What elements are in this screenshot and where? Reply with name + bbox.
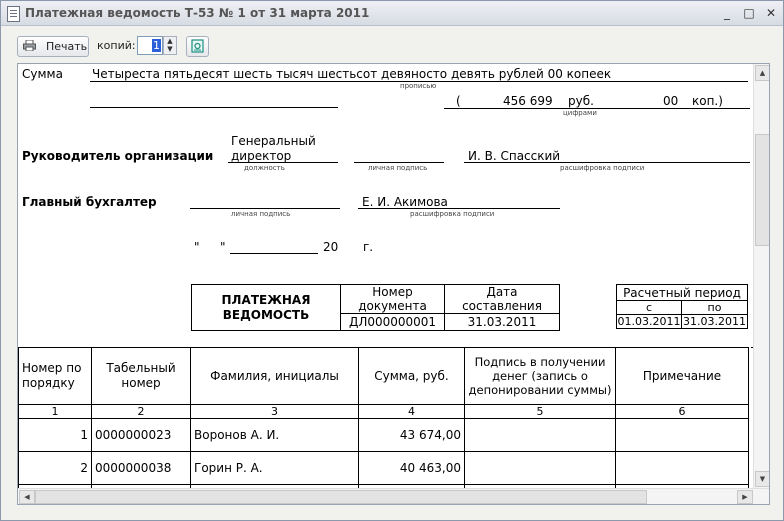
accountant-caption-signature: личная подпись <box>231 210 291 218</box>
print-button-label: Печать <box>46 40 88 53</box>
page-settings-icon <box>187 37 208 56</box>
page-settings-button[interactable] <box>186 36 209 57</box>
header-tab-number: Табельный номер <box>92 348 191 405</box>
doc-number-header <box>341 285 445 314</box>
print-button[interactable] <box>17 36 89 57</box>
header-row-number: Номер по порядку <box>19 348 92 405</box>
doc-title-line1: ПЛАТЕЖНАЯ <box>221 292 311 307</box>
row-name: Воронов А. И. <box>191 419 359 452</box>
row-number: 1 <box>19 419 92 452</box>
document-sheet <box>18 64 754 488</box>
head-name-line <box>464 162 750 163</box>
col-number-4: 4 <box>359 405 465 419</box>
scroll-left-icon[interactable]: ◀ <box>19 490 35 504</box>
caption-digits: цифрами <box>563 109 597 117</box>
doc-header-box <box>191 284 560 331</box>
doc-date-header-line1: Дата <box>486 285 518 299</box>
row-note <box>616 452 749 485</box>
accountant-caption-decode: расшифровка подписи <box>410 210 495 218</box>
sum-open-paren: ( <box>456 94 461 108</box>
date-quote-close: " <box>220 240 226 254</box>
period-box <box>616 284 748 329</box>
printer-icon <box>23 40 36 51</box>
copies-input[interactable] <box>137 36 163 55</box>
horizontal-scroll-thumb[interactable] <box>35 490 647 504</box>
doc-number-value: ДЛ000000001 <box>341 314 445 331</box>
accountant-signature-line <box>190 208 340 209</box>
date-year-suffix: г. <box>363 240 374 254</box>
kop-value: 00 <box>663 94 679 108</box>
row-sum: 40 463,00 <box>359 452 465 485</box>
period-header: Расчетный период <box>617 285 748 301</box>
col-number-1: 1 <box>19 405 92 419</box>
doc-number-header-line2: документа <box>358 299 427 313</box>
payroll-table <box>18 347 749 488</box>
date-quote-open: " <box>194 240 200 254</box>
row-sum: 43 674,00 <box>359 419 465 452</box>
row-note <box>616 419 749 452</box>
stepper-up-icon[interactable]: ▲ <box>167 37 173 45</box>
period-from-label: с <box>617 301 682 315</box>
position-line <box>228 162 338 163</box>
head-position-line2: директор <box>231 149 292 163</box>
caption-position: должность <box>244 164 285 172</box>
period-to-label: по <box>682 301 748 315</box>
scroll-right-icon[interactable]: ▶ <box>737 490 753 504</box>
doc-date-value: 31.03.2011 <box>445 314 560 331</box>
sum-in-words: Четыреста пятьдесят шесть тысяч шестьсот девяносто девять рублей 00 копеек <box>92 67 612 81</box>
col-number-3: 3 <box>191 405 359 419</box>
title-bar <box>1 1 783 26</box>
head-label: Руководитель организации <box>22 149 214 163</box>
sum-digits-line <box>444 108 750 109</box>
period-to-value: 31.03.2011 <box>683 315 746 328</box>
row-number: 2 <box>19 452 92 485</box>
spreadsheet-view[interactable] <box>17 63 770 505</box>
sum-digits: 456 699 <box>503 94 553 108</box>
col-number-2: 2 <box>92 405 191 419</box>
stepper-down-icon[interactable]: ▼ <box>167 45 173 53</box>
accountant-name-line <box>358 208 560 209</box>
head-name: И. В. Спасский <box>468 149 561 163</box>
head-position-line1: Генеральный <box>231 134 316 148</box>
date-month-line <box>230 253 318 254</box>
copies-value: 1 <box>153 39 160 52</box>
close-button[interactable]: ✕ <box>765 6 777 20</box>
toolbar <box>1 26 783 62</box>
window-title: Платежная ведомость Т-53 № 1 от 31 марта 2011 <box>25 6 370 20</box>
doc-number-header-line1: Номер <box>372 285 413 299</box>
horizontal-scrollbar[interactable] <box>18 488 769 504</box>
table-row <box>19 452 749 485</box>
row-name: Горин Р. А. <box>191 452 359 485</box>
doc-title-cell <box>192 285 341 331</box>
period-from-value: 01.03.2011 <box>617 315 681 328</box>
row-tab-number: 0000000023 <box>92 419 191 452</box>
rub-label: руб. <box>568 94 594 108</box>
accountant-label: Главный бухгалтер <box>22 195 157 209</box>
row-signature <box>465 452 616 485</box>
header-note: Примечание <box>616 348 749 405</box>
row-signature <box>465 419 616 452</box>
doc-title-line2: ВЕДОМОСТЬ <box>222 307 310 322</box>
accountant-name: Е. И. Акимова <box>362 195 448 209</box>
document-icon <box>7 6 20 22</box>
blank-line <box>90 107 338 108</box>
header-name: Фамилия, инициалы <box>191 348 359 405</box>
vertical-scrollbar[interactable] <box>753 64 769 488</box>
caption-decode: расшифровка подписи <box>560 164 645 172</box>
copies-label: копий: <box>97 39 136 52</box>
caption-words: прописью <box>400 82 437 90</box>
doc-date-header-line2: составления <box>462 299 542 313</box>
sum-label: Сумма <box>22 67 63 81</box>
head-signature-line <box>354 162 444 163</box>
col-number-6: 6 <box>616 405 749 419</box>
date-year-prefix: 20 <box>323 240 339 254</box>
header-signature: Подпись в получении денег (запись о депонировании суммы) <box>465 348 616 405</box>
kop-label: коп.) <box>692 94 723 108</box>
caption-signature: личная подпись <box>368 164 428 172</box>
scroll-down-icon[interactable]: ▼ <box>755 471 770 487</box>
row-tab-number: 0000000038 <box>92 452 191 485</box>
table-row <box>19 419 749 452</box>
vertical-scroll-thumb[interactable] <box>755 134 770 246</box>
scroll-up-icon[interactable]: ▲ <box>755 65 770 81</box>
doc-date-header <box>445 285 560 314</box>
maximize-button[interactable]: □ <box>743 6 755 20</box>
header-sum: Сумма, руб. <box>359 348 465 405</box>
copies-stepper[interactable] <box>163 36 177 55</box>
col-number-5: 5 <box>465 405 616 419</box>
minimize-button[interactable]: _ <box>724 6 730 20</box>
